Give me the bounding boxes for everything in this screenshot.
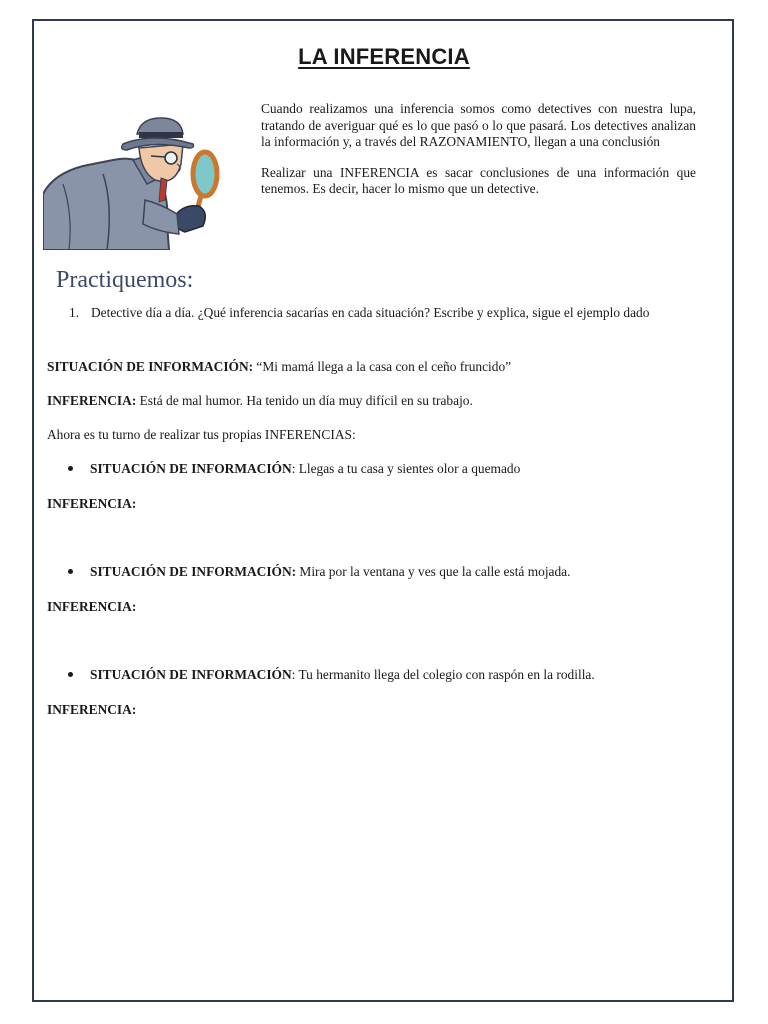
- exercise-1-inference: [47, 495, 136, 513]
- detective-with-magnifying-glass-icon: [43, 104, 251, 250]
- exercise-1-label: SITUACIÓN DE INFORMACIÓN: [90, 461, 292, 476]
- example-inference-text: Está de mal humor. Ha tenido un día muy difícil en su trabajo.: [136, 393, 473, 408]
- exercise-3-label: SITUACIÓN DE INFORMACIÓN: [90, 667, 292, 682]
- exercise-3-situation: [68, 666, 595, 684]
- example-inference: [47, 392, 473, 410]
- exercise-1-situation: [68, 460, 520, 478]
- intro-paragraph-2: Realizar una INFERENCIA es sacar conclusiones de una información que tenemos. Es decir, hacer lo mismo que un detective.: [261, 164, 696, 196]
- intro-text: [261, 101, 696, 212]
- turn-text: Ahora es tu turno de realizar tus propias INFERENCIAS:: [47, 427, 356, 442]
- bullet-icon: [68, 466, 73, 471]
- exercise-3-inference-label: INFERENCIA:: [47, 702, 137, 717]
- exercise-2-situation: [68, 563, 570, 581]
- intro-paragraph-1: Cuando realizamos una inferencia somos como detectives con nuestra lupa, tratando de averiguar qué es lo que pasó o lo que pasará. Los detectives analizan la información y, a través del RAZONAMIENTO, llegan a una conclusión: [261, 101, 696, 149]
- example-situation-label: SITUACIÓN DE INFORMACIÓN:: [47, 359, 254, 374]
- instruction-text: Detective día a día. ¿Qué inferencia sacarías en cada situación? Escribe y explica, sigue el ejemplo dado: [91, 305, 650, 320]
- instruction-number: 1.: [69, 305, 80, 320]
- exercise-2-inference: [47, 598, 136, 616]
- example-situation: [47, 358, 511, 376]
- bullet-icon: [68, 569, 73, 574]
- bullet-icon: [68, 672, 73, 677]
- exercise-1-text: : Llegas a tu casa y sientes olor a quemado: [291, 461, 521, 476]
- section-heading: Practiquemos:: [56, 267, 194, 293]
- exercise-1-inference-label: INFERENCIA:: [47, 496, 137, 511]
- instruction-item: [69, 303, 721, 323]
- exercise-2-inference-label: INFERENCIA:: [47, 599, 137, 614]
- exercise-2-label: SITUACIÓN DE INFORMACIÓN:: [90, 564, 297, 579]
- page-title: LA INFERENCIA: [298, 44, 470, 69]
- example-situation-text: “Mi mamá llega a la casa con el ceño fruncido”: [253, 359, 512, 374]
- exercise-2-text: Mira por la ventana y ves que la calle está mojada.: [296, 564, 571, 579]
- exercise-3-text: : Tu hermanito llega del colegio con raspón en la rodilla.: [291, 667, 595, 682]
- exercise-3-inference: [47, 701, 136, 719]
- example-inference-label: INFERENCIA:: [47, 393, 137, 408]
